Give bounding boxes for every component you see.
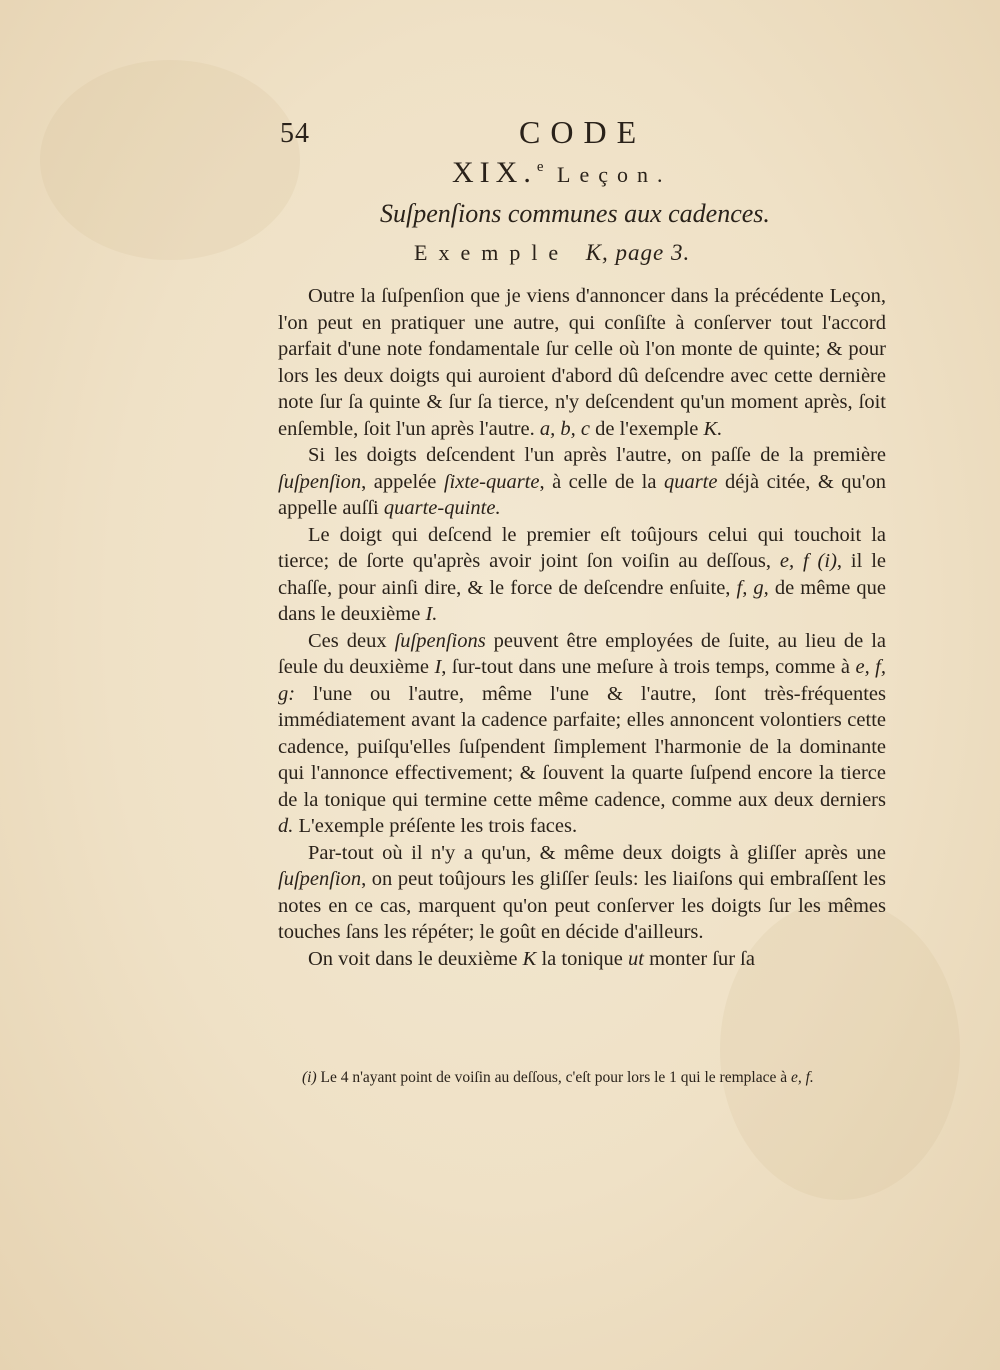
- body-text: [278, 283, 886, 972]
- text-run: Outre la ſuſpenſion que je viens d'annoncer dans la précédente Leçon, l'on peut en pratiquer une autre, qui conſiſte à conſerver tout l'accord parfait d'une note fondamentale ſur celle où l'on monte de quinte; & pour lors les deux doigts qui auroient d'abord dû deſcendre avec cette dernière note ſur ſa quinte & ſur ſa tierce, n'y deſcendent qu'un moment après, ſoit enſemble, ſoit l'un après l'autre.: [278, 285, 886, 440]
- running-title: CODE: [519, 114, 647, 150]
- text-run: déjà citée, & qu'on appelle auſſi: [278, 470, 886, 519]
- italic-text-run: e, f.: [790, 1069, 814, 1086]
- lesson-word: Leçon.: [557, 162, 672, 187]
- paragraph: [278, 442, 886, 522]
- paragraph: [278, 522, 886, 628]
- footnote-text: [278, 1068, 886, 1088]
- text-run: l'une ou l'autre, même l'une & l'autre, ſont très-fréquentes immédiatement avant la cadence parfaite; elles annoncent volontiers cette cadence, puiſqu'elles ſuſpendent ſimplement l'harmonie de la dominante qui l'annonce effectivement; & ſouvent la quarte ſuſpend encore la tierce de la tonique qui termine cette même cadence, comme aux deux derniers: [278, 682, 886, 811]
- italic-text-run: f, g,: [736, 576, 769, 599]
- italic-text-run: ſixte-quarte: [443, 470, 540, 493]
- italic-text-run: ut: [628, 947, 644, 970]
- text-run: Ces deux: [308, 629, 395, 652]
- example-label: Exemple: [414, 240, 570, 265]
- text-run: On voit dans le deuxième: [308, 947, 523, 970]
- lesson-heading: [452, 156, 671, 190]
- page-number: 54: [280, 118, 310, 149]
- paper-stain: [40, 60, 300, 260]
- italic-text-run: I: [434, 656, 442, 678]
- italic-text-run: (i): [302, 1069, 317, 1086]
- paragraph: [278, 628, 886, 840]
- text-run: la tonique: [536, 947, 628, 970]
- paragraph: [278, 946, 886, 973]
- italic-text-run: quarte: [663, 470, 718, 493]
- text-run: Par-tout où il n'y a qu'un, & même deux doigts à gliſſer après une: [308, 841, 886, 864]
- lesson-numeral-superscript: e: [536, 159, 544, 175]
- italic-text-run: ſuſpenſion: [278, 868, 362, 890]
- italic-text-run: K.: [703, 417, 723, 440]
- text-run: monter ſur ſa: [643, 947, 755, 970]
- text-run: , ſur-tout dans une meſure à trois temps, comme à: [441, 656, 856, 678]
- italic-text-run: ſuſpenſions: [394, 629, 486, 652]
- text-run: de même que dans le deuxième: [278, 576, 886, 625]
- section-title: Suſpenſions communes aux cadences.: [380, 199, 770, 228]
- text-run: de l'exemple: [589, 417, 704, 440]
- paragraph: [278, 283, 886, 442]
- text-run: Le doigt qui deſcend le premier eſt toûjours celui qui touchoit la tierce; de ſorte qu'après avoir joint ſon voiſin au deſſous,: [278, 523, 886, 572]
- italic-text-run: a, b, c: [539, 417, 590, 440]
- text-run: Si les doigts deſcendent l'un après l'autre, on paſſe de la première: [308, 444, 886, 466]
- italic-text-run: d.: [278, 815, 294, 837]
- text-run: , à celle de la: [539, 470, 664, 493]
- paragraph: [278, 840, 886, 946]
- italic-text-run: e, f (i): [779, 550, 837, 572]
- example-heading: [414, 240, 690, 266]
- text-run: peuvent être employées de ſuite, au lieu de la ſeule du deuxième: [278, 629, 886, 678]
- text-run: L'exemple préſente les trois faces.: [293, 815, 578, 837]
- text-run: , il le chaſſe, pour ainſi dire, & le force de deſcendre enſuite,: [278, 550, 886, 599]
- example-reference: K, page 3.: [585, 240, 691, 265]
- text-run: Le 4 n'ayant point de voiſin au deſſous, c'eſt pour lors le 1 qui le remplace à: [316, 1069, 791, 1086]
- italic-text-run: e, f, g:: [278, 656, 886, 705]
- text-run: , appelée: [361, 470, 444, 493]
- italic-text-run: K: [522, 947, 537, 970]
- italic-text-run: quarte-quinte.: [383, 497, 501, 519]
- lesson-numeral: XIX.: [452, 156, 537, 189]
- text-run: , on peut toûjours les gliſſer ſeuls: les liaiſons qui embraſſent les notes en ce cas, marquent qu'on peut conſerver les doigts ſur les mêmes touches ſans les répéter; le goût en décide d'ailleurs.: [278, 868, 886, 943]
- italic-text-run: ſuſpenſion: [278, 470, 362, 493]
- footnote: [278, 1068, 886, 1088]
- italic-text-run: I.: [425, 603, 438, 625]
